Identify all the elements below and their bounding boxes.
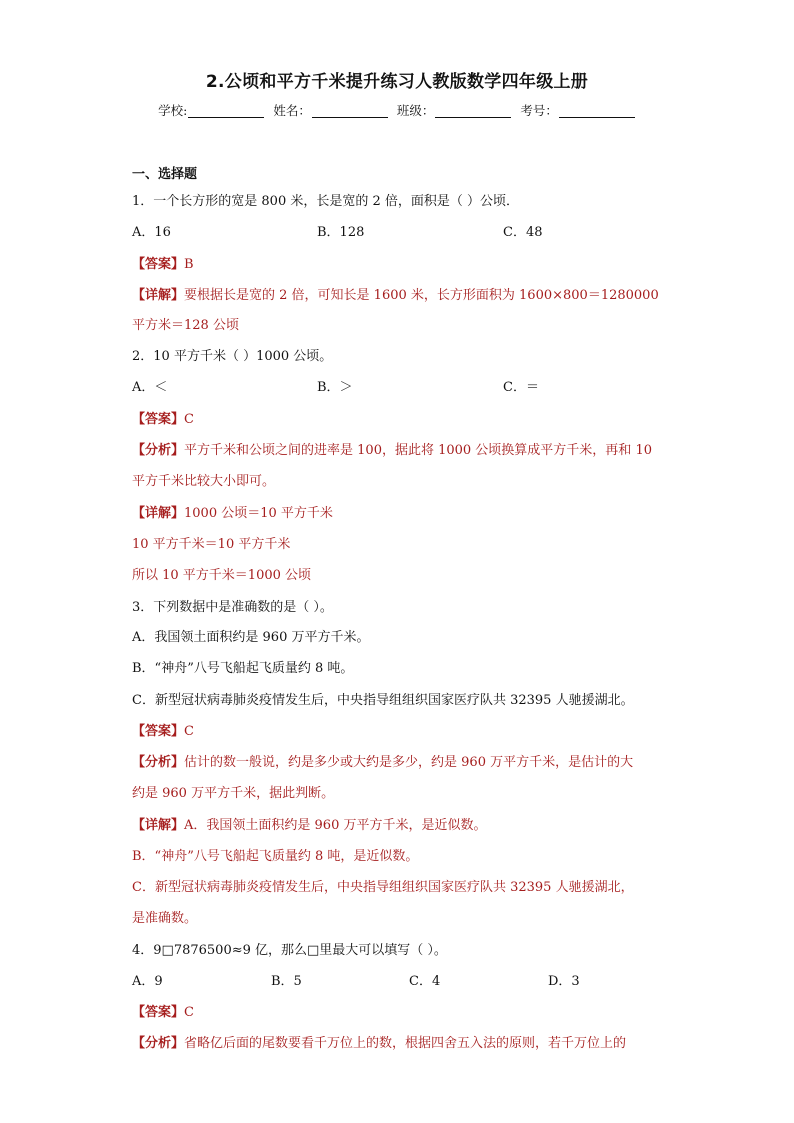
q3-option-a: A．我国领土面积约是 960 万平方千米。 xyxy=(132,630,370,645)
q3-option-b: B．“神舟”八号飞船起飞质量约 8 吨。 xyxy=(132,661,354,676)
section-heading: 一、选择题 xyxy=(132,167,198,182)
analysis-tag: 【分析】 xyxy=(132,443,185,458)
q3-detail-text: A．我国领土面积约是 960 万平方千米，是近似数。 xyxy=(184,818,487,833)
detail-tag: 【详解】 xyxy=(132,506,185,521)
q3-analysis xyxy=(132,753,666,773)
q1-option-c: C．48 xyxy=(503,225,543,240)
q1-detail-line2: 平方米＝128 公顷 xyxy=(132,318,239,333)
q4-stem: 4．9□7876500≈9 亿，那么□里最大可以填写（ ）。 xyxy=(132,943,447,958)
q2-analysis xyxy=(132,441,666,461)
q1-stem: 1．一个长方形的宽是 800 米，长是宽的 2 倍，面积是（ ）公顷． xyxy=(132,194,520,209)
q3-option-c: C．新型冠状病毒肺炎疫情发生后，中央指导组组织国家医疗队共 32395 人驰援湖北。 xyxy=(132,693,634,708)
q1-answer-value: B xyxy=(184,257,194,272)
q1-option-a: A．16 xyxy=(132,225,171,240)
q2-answer xyxy=(132,410,666,430)
detail-tag: 【详解】 xyxy=(132,288,185,303)
q4-option-d: D．3 xyxy=(548,974,580,989)
school-blank[interactable] xyxy=(188,103,264,118)
exam-number-blank[interactable] xyxy=(559,103,635,118)
name-label: 姓名： xyxy=(273,103,311,118)
answer-tag: 【答案】 xyxy=(132,724,185,739)
student-info-line xyxy=(0,102,794,120)
q1-detail-text: 要根据长是宽的 2 倍，可知长是 1600 米，长方形面积为 1600×800＝1280000 xyxy=(184,288,659,303)
q3-stem: 3．下列数据中是准确数的是（ ）。 xyxy=(132,600,333,615)
q1-detail xyxy=(132,286,666,306)
q4-option-a: A．9 xyxy=(132,974,163,989)
q2-option-c: C．＝ xyxy=(503,380,539,395)
q4-analysis-text: 省略亿后面的尾数要看千万位上的数，根据四舍五入法的原则，若千万位上的 xyxy=(184,1036,627,1051)
q2-option-b: B．＞ xyxy=(317,380,353,395)
q3-detail-line2: B．“神舟”八号飞船起飞质量约 8 吨，是近似数。 xyxy=(132,849,419,864)
q2-option-a: A．＜ xyxy=(132,380,168,395)
q3-detail-line3: C．新型冠状病毒肺炎疫情发生后，中央指导组组织国家医疗队共 32395 人驰援湖北， xyxy=(132,880,634,895)
q4-option-c: C．4 xyxy=(409,974,441,989)
class-label: 班级： xyxy=(396,103,435,118)
page-title: 2.公顷和平方千米提升练习人教版数学四年级上册 xyxy=(205,72,589,92)
q2-detail-text: 1000 公顷＝10 平方千米 xyxy=(184,506,333,521)
q1-option-b: B．128 xyxy=(317,225,365,240)
q3-detail-line4: 是准确数。 xyxy=(132,911,198,926)
q3-answer-value: C xyxy=(184,724,194,739)
name-blank[interactable] xyxy=(312,103,388,118)
exam-number-label: 考号： xyxy=(520,103,558,118)
class-blank[interactable] xyxy=(435,103,511,118)
q4-answer-value: C xyxy=(184,1005,194,1020)
answer-tag: 【答案】 xyxy=(132,1005,185,1020)
q3-analysis-text: 估计的数一般说，约是多少或大约是多少，约是 960 万平方千米，是估计的大 xyxy=(184,755,634,770)
q3-analysis-line2: 约是 960 万平方千米，据此判断。 xyxy=(132,786,335,801)
q4-analysis xyxy=(132,1034,666,1054)
q4-answer xyxy=(132,1003,666,1023)
analysis-tag: 【分析】 xyxy=(132,1036,185,1051)
q2-detail-line3: 所以 10 平方千米＝1000 公顷 xyxy=(132,568,312,583)
q2-stem: 2．10 平方千米（ ）1000 公顷。 xyxy=(132,349,333,364)
q3-answer xyxy=(132,722,666,742)
answer-tag: 【答案】 xyxy=(132,257,185,272)
q2-analysis-line2: 平方千米比较大小即可。 xyxy=(132,474,276,489)
analysis-tag: 【分析】 xyxy=(132,755,185,770)
school-label: 学校: xyxy=(158,103,188,118)
q3-detail xyxy=(132,816,666,836)
answer-tag: 【答案】 xyxy=(132,412,185,427)
q2-detail xyxy=(132,504,666,524)
q2-answer-value: C xyxy=(184,412,194,427)
q2-analysis-text: 平方千米和公顷之间的进率是 100，据此将 1000 公顷换算成平方千米，再和 10 xyxy=(184,443,652,458)
q1-answer xyxy=(132,255,666,275)
q4-option-b: B．5 xyxy=(271,974,302,989)
detail-tag: 【详解】 xyxy=(132,818,185,833)
q2-detail-line2: 10 平方千米＝10 平方千米 xyxy=(132,537,291,552)
